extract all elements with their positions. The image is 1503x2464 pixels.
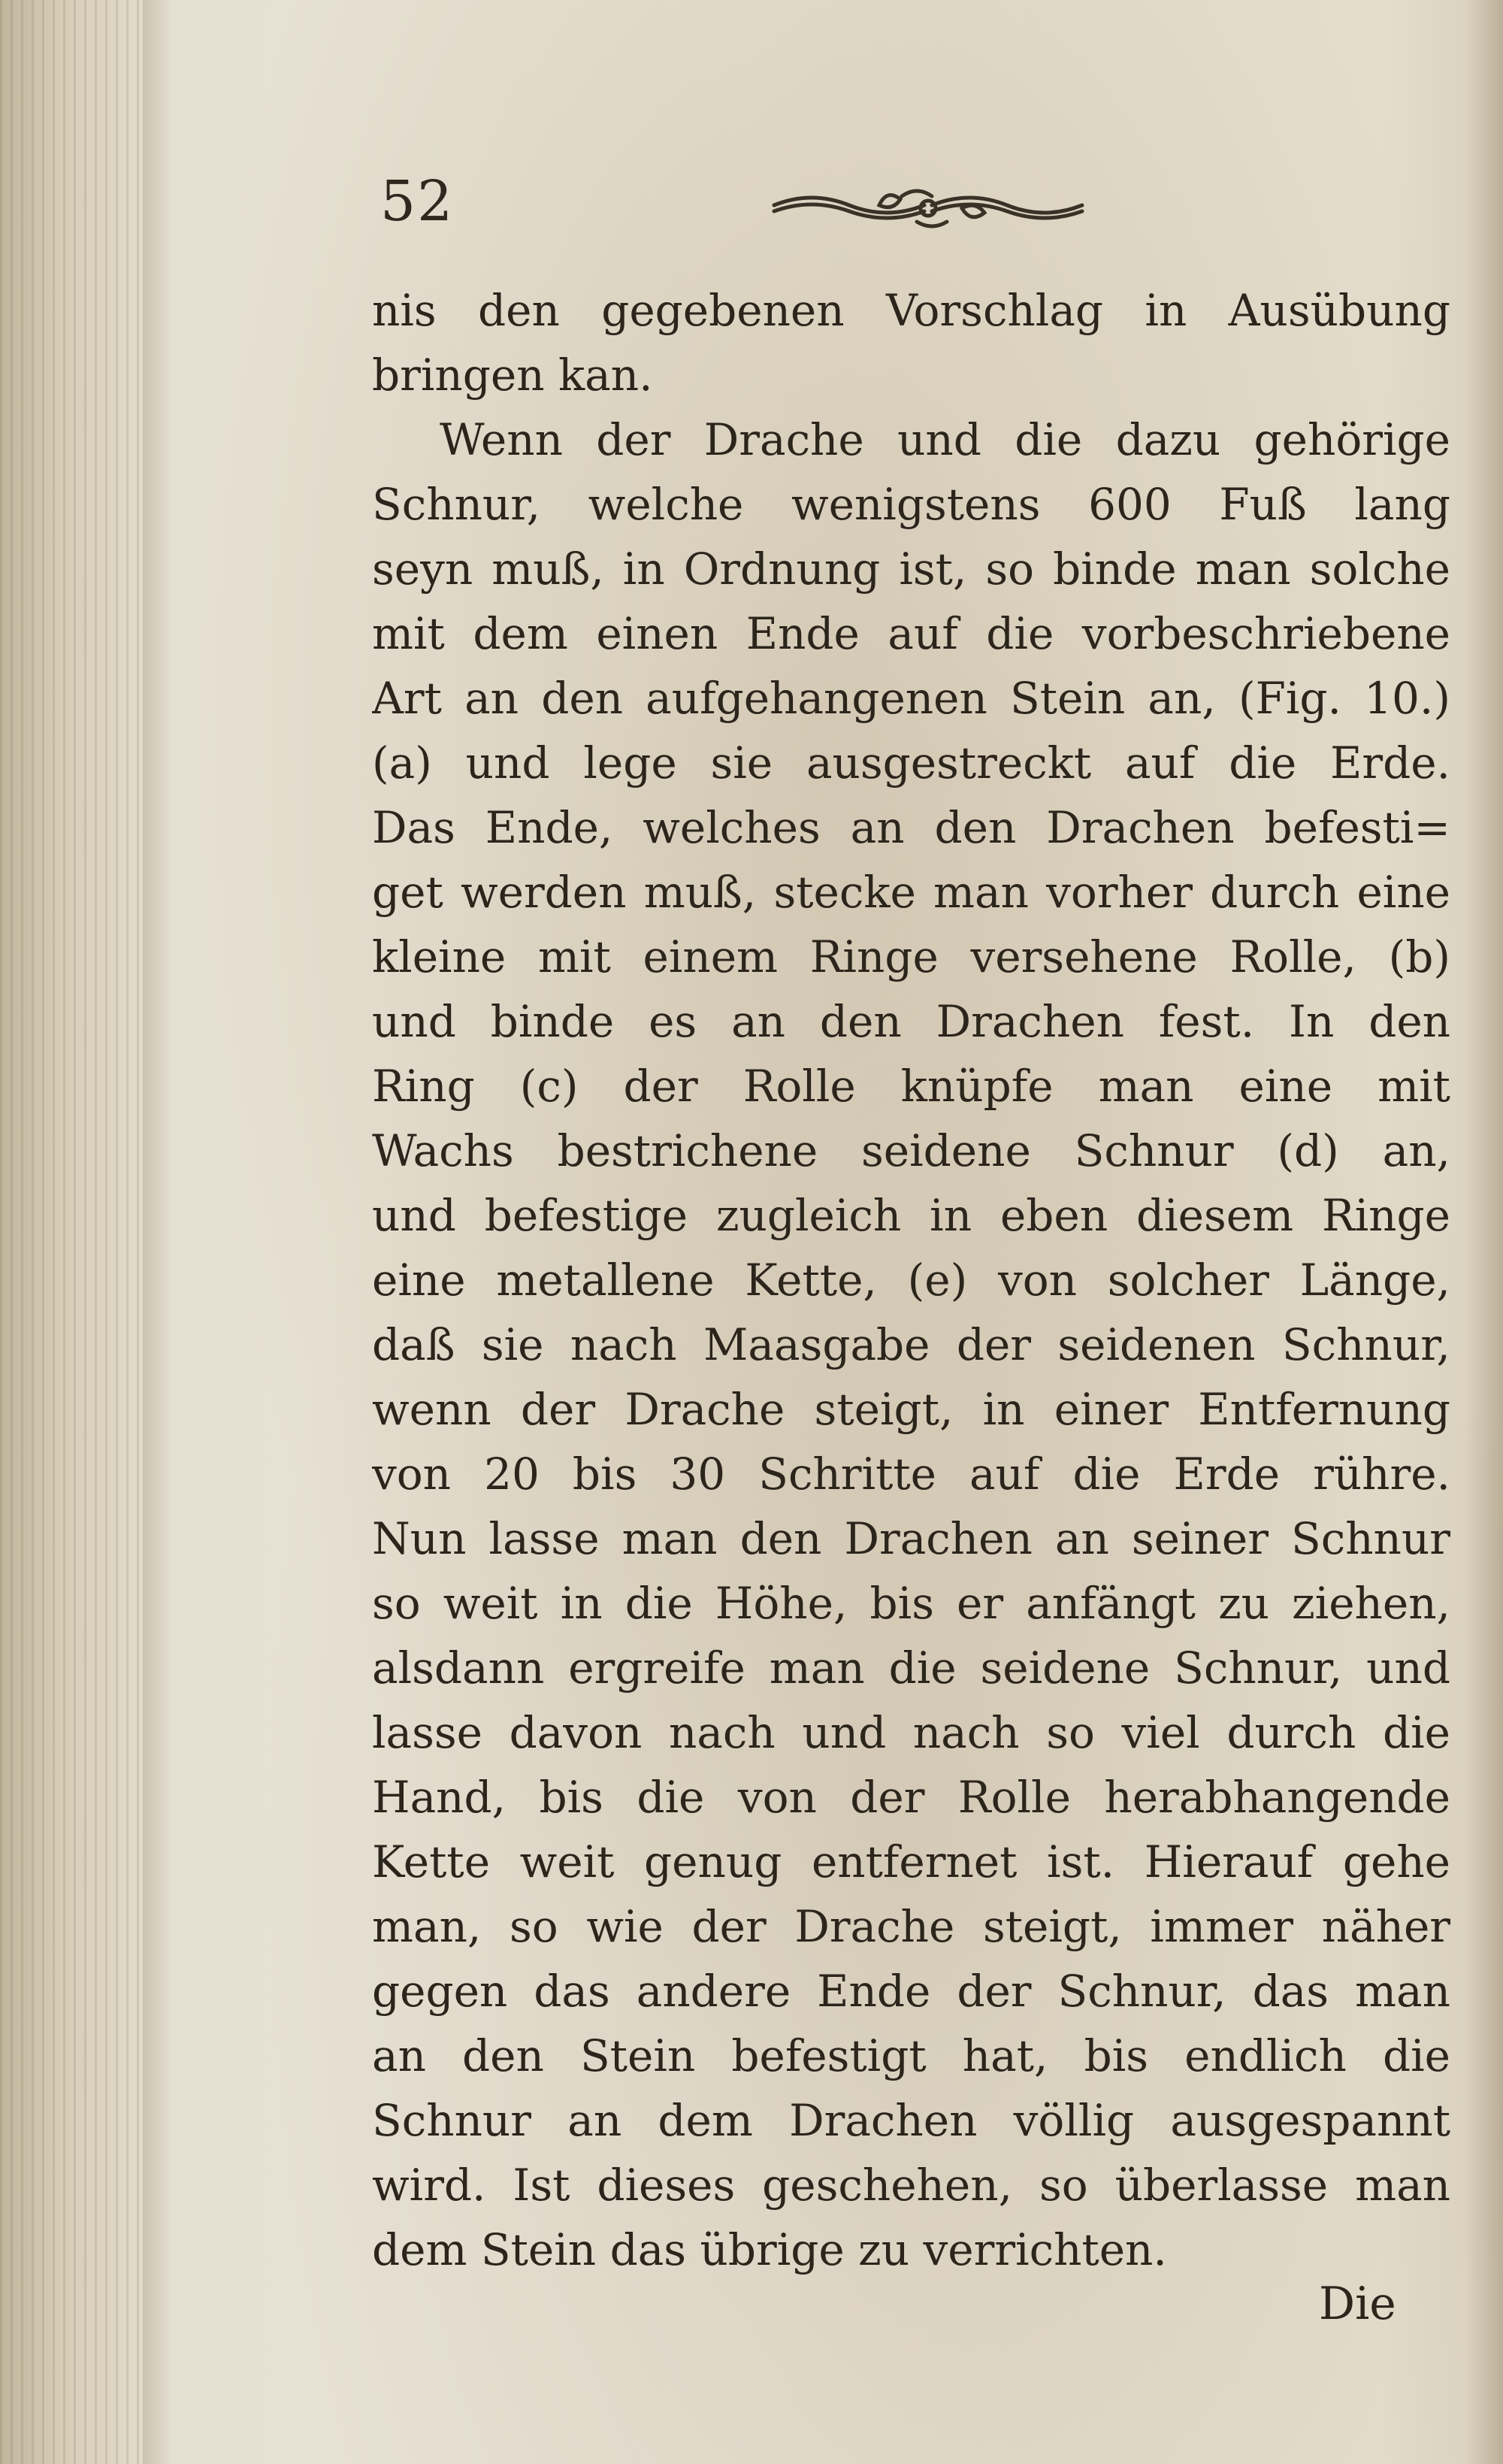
text-line: mit dem einen Ende auf die vorbeschriebene xyxy=(372,608,1450,659)
text-line: Nun lasse man den Drachen an seiner Schnur xyxy=(372,1513,1450,1564)
text-line: und befestige zugleich in eben diesem Ringe xyxy=(372,1190,1450,1241)
text-line: man, so wie der Drache steigt, immer näher xyxy=(372,1901,1450,1952)
text-line: an den Stein befestigt hat, bis endlich die xyxy=(372,2030,1450,2081)
text-line: lasse davon nach und nach so viel durch die xyxy=(372,1707,1450,1758)
text-line: Hand, bis die von der Rolle herabhangende xyxy=(372,1772,1450,1823)
decorative-rule-icon xyxy=(767,175,1090,235)
text-line: wird. Ist dieses geschehen, so überlasse man xyxy=(372,2160,1450,2211)
text-line: eine metallene Kette, (e) von solcher Länge, xyxy=(372,1255,1450,1306)
body-text xyxy=(372,278,1450,2308)
text-line: Kette weit genug entfernet ist. Hierauf gehe xyxy=(372,1836,1450,1887)
text-line: Das Ende, welches an den Drachen befesti= xyxy=(372,802,1450,853)
page-edge xyxy=(1465,0,1503,2464)
text-line: wenn der Drache steigt, in einer Entfernung xyxy=(372,1384,1450,1435)
text-line: Art an den aufgehangenen Stein an, (Fig. 10.) xyxy=(372,673,1450,724)
text-line: get werden muß, stecke man vorher durch eine xyxy=(372,867,1450,918)
text-line: bringen kan. xyxy=(372,350,653,401)
page-header xyxy=(376,162,1127,244)
text-line: seyn muß, in Ordnung ist, so binde man solche xyxy=(372,543,1450,595)
text-line: Wenn der Drache und die dazu gehörige xyxy=(440,414,1450,465)
book-spine-edge xyxy=(0,0,143,2464)
text-line: (a) und lege sie ausgestreckt auf die Erde. xyxy=(372,737,1450,789)
gutter-shadow xyxy=(143,0,173,2464)
text-line: so weit in die Höhe, bis er anfängt zu ziehen, xyxy=(372,1578,1450,1629)
text-line: nis den gegebenen Vorschlag in Ausübung xyxy=(372,285,1450,336)
text-line: Wachs bestrichene seidene Schnur (d) an, xyxy=(372,1125,1450,1176)
page-number: 52 xyxy=(380,169,455,234)
text-line: Ring (c) der Rolle knüpfe man eine mit xyxy=(372,1061,1450,1112)
text-line: dem Stein das übrige zu verrichten. xyxy=(372,2224,1167,2275)
catchword: Die xyxy=(1319,2278,1396,2330)
text-line: daß sie nach Maasgabe der seidenen Schnur, xyxy=(372,1319,1450,1370)
text-line: gegen das andere Ende der Schnur, das man xyxy=(372,1966,1450,2017)
text-line: von 20 bis 30 Schritte auf die Erde rühre. xyxy=(372,1448,1450,1500)
text-line: und binde es an den Drachen fest. In den xyxy=(372,996,1450,1047)
text-line: kleine mit einem Ringe versehene Rolle, (b) xyxy=(372,931,1450,982)
text-line: Schnur, welche wenigstens 600 Fuß lang xyxy=(372,479,1450,530)
text-line: alsdann ergreife man die seidene Schnur, und xyxy=(372,1642,1450,1694)
text-line: Schnur an dem Drachen völlig ausgespannt xyxy=(372,2095,1450,2146)
